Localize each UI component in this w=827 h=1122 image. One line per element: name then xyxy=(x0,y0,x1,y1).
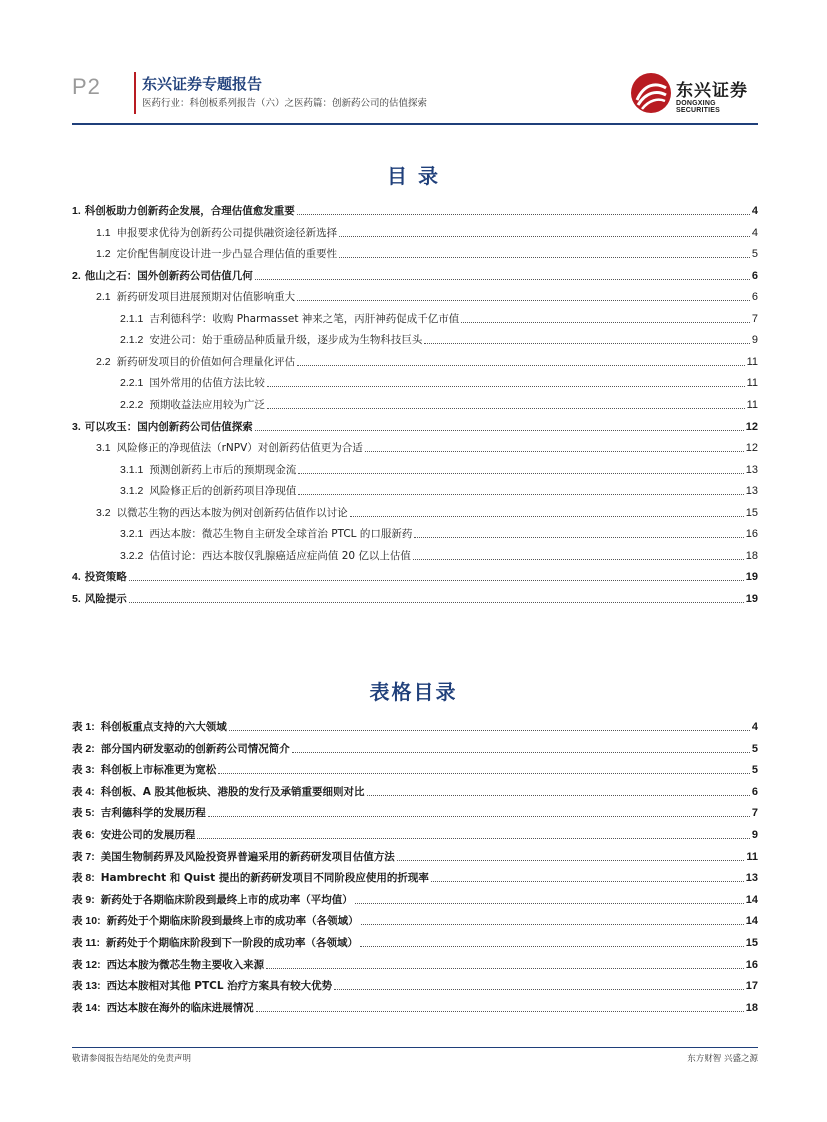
table-entry-text: 新药处于个期临床阶段到下一阶段的成功率（各领域） xyxy=(106,937,359,949)
toc-entry[interactable] xyxy=(120,476,758,498)
toc-entry-page: 16 xyxy=(745,528,758,541)
table-entry-number: 表 6: xyxy=(72,829,95,841)
table-entry-text: 科创板、A 股其他板块、港股的发行及承销重要细则对比 xyxy=(100,785,365,798)
table-entry-page: 6 xyxy=(751,785,758,798)
table-leader-dots xyxy=(266,967,744,969)
toc-entry-number: 2.2 xyxy=(96,355,111,368)
toc-entry-number: 3.1.2 xyxy=(120,485,144,498)
table-entry-page: 14 xyxy=(745,915,758,928)
toc-entry-page: 9 xyxy=(751,334,758,347)
toc-entry[interactable] xyxy=(96,498,758,520)
toc-entry[interactable] xyxy=(72,562,758,584)
toc-entry-text: 定价配售制度设计进一步凸显合理估值的重要性 xyxy=(116,248,338,261)
toc-entry-text: 预期收益法应用较为广泛 xyxy=(149,398,265,411)
table-toc-entry[interactable] xyxy=(72,906,758,928)
toc-entry-text: 西达本胺：微芯生物自主研发全球首治 PTCL 的口服新药 xyxy=(149,528,413,541)
table-toc-entry[interactable] xyxy=(72,798,758,820)
table-toc-entry[interactable] xyxy=(72,950,758,972)
table-entry-page: 17 xyxy=(745,980,758,993)
toc-entry-text: 投资策略 xyxy=(84,571,127,584)
toc-leader-dots xyxy=(297,213,750,215)
toc-entry[interactable] xyxy=(72,412,758,434)
table-toc-entry[interactable] xyxy=(72,863,758,885)
table-entry-page: 5 xyxy=(751,764,758,777)
table-leader-dots xyxy=(292,751,750,753)
toc-entry-page: 12 xyxy=(745,420,758,433)
toc-entry-number: 3.2.1 xyxy=(120,528,144,541)
toc-entry-page: 11 xyxy=(746,355,758,368)
table-entry-text: 西达本胺相对其他 PTCL 治疗方案具有较大优势 xyxy=(106,980,333,993)
table-entry-page: 4 xyxy=(751,721,758,733)
toc-entry-number: 5. xyxy=(72,592,81,605)
toc-entry-number: 2.1.1 xyxy=(120,312,144,325)
toc-entry-text: 可以攻玉：国内创新药公司估值探索 xyxy=(84,420,253,433)
table-entry-number: 表 8: xyxy=(72,872,95,885)
toc-entry-number: 3.2 xyxy=(96,506,111,519)
table-leader-dots xyxy=(218,772,750,774)
toc-leader-dots xyxy=(424,342,750,344)
table-leader-dots xyxy=(367,794,750,796)
logo-chinese-name: 东兴证券 xyxy=(676,81,748,101)
toc-entry-number: 4. xyxy=(72,571,81,584)
logo-mark-icon xyxy=(630,72,672,114)
toc-entry[interactable] xyxy=(120,455,758,477)
table-toc-entry[interactable] xyxy=(72,777,758,799)
toc-entry-number: 2. xyxy=(72,269,81,282)
toc-entry-number: 3. xyxy=(72,420,81,433)
table-entry-text: 安进公司的发展历程 xyxy=(100,829,196,841)
table-entry-page: 7 xyxy=(751,807,758,820)
table-entry-number: 表 3: xyxy=(72,764,95,777)
toc-entry-page: 19 xyxy=(745,571,758,584)
toc-entry[interactable] xyxy=(72,261,758,283)
table-toc-entry[interactable] xyxy=(72,993,758,1015)
table-entry-number: 表 5: xyxy=(72,807,95,820)
toc-entry[interactable] xyxy=(120,541,758,563)
page-header xyxy=(0,0,827,130)
toc-entry-text: 风险修正的净现值法（rNPV）对创新药估值更为合适 xyxy=(116,442,363,455)
table-leader-dots xyxy=(197,837,750,839)
toc-leader-dots xyxy=(129,579,744,581)
table-leader-dots xyxy=(208,815,750,817)
table-entry-number: 表 12: xyxy=(72,958,101,971)
table-leader-dots xyxy=(355,902,744,904)
toc-leader-dots xyxy=(365,450,744,452)
toc-entry-page: 6 xyxy=(751,269,758,282)
header-divider xyxy=(134,72,136,114)
table-entry-number: 表 10: xyxy=(72,915,101,928)
toc-entry-text: 他山之石：国外创新药公司估值几何 xyxy=(84,269,253,282)
toc-entry-number: 1.2 xyxy=(96,248,111,261)
toc-entry-text: 新药研发项目的价值如何合理量化评估 xyxy=(116,355,296,368)
table-entry-page: 13 xyxy=(745,872,758,885)
toc-entry-text: 吉利德科学：收购 Pharmasset 神来之笔，丙肝神药促成千亿市值 xyxy=(149,312,460,325)
toc-entry-text: 新药研发项目进展预期对估值影响重大 xyxy=(116,291,296,304)
table-entry-number: 表 11: xyxy=(72,937,101,949)
table-entry-page: 9 xyxy=(751,829,758,841)
table-toc-title: 表格目录 xyxy=(369,680,458,704)
toc-entry[interactable] xyxy=(72,196,758,218)
table-entry-number: 表 7: xyxy=(72,850,95,863)
table-entry-number: 表 4: xyxy=(72,785,95,798)
table-toc-entry[interactable] xyxy=(72,971,758,993)
table-entry-page: 16 xyxy=(745,958,758,971)
toc-title: 目 录 xyxy=(387,164,440,188)
page-number: P2 xyxy=(72,74,101,99)
table-entry-text: 部分国内研发驱动的创新药公司情况简介 xyxy=(100,742,290,755)
table-entry-number: 表 14: xyxy=(72,1001,101,1014)
toc-entry-number: 1. xyxy=(72,205,81,217)
toc-entry-page: 13 xyxy=(745,463,758,476)
report-title: 东兴证券专题报告 xyxy=(142,75,263,93)
toc-leader-dots xyxy=(339,235,750,237)
table-entry-text: 西达本胺在海外的临床进展情况 xyxy=(106,1001,254,1014)
footer-slogan: 东方财智 兴盛之源 xyxy=(687,1054,758,1064)
toc-entry[interactable] xyxy=(96,282,758,304)
toc-entry-text: 国外常用的估值方法比较 xyxy=(149,377,265,390)
table-toc-entry[interactable] xyxy=(72,842,758,864)
toc-leader-dots xyxy=(297,299,750,301)
table-entry-text: 科创板重点支持的六大领域 xyxy=(100,721,227,733)
header-rule xyxy=(72,123,758,125)
toc-entry-text: 预测创新药上市后的预期现金流 xyxy=(149,463,297,476)
toc-entry-page: 18 xyxy=(745,549,758,562)
table-toc-entry[interactable] xyxy=(72,755,758,777)
toc-entry[interactable] xyxy=(96,347,758,369)
toc-entry-text: 估值讨论：西达本胺仅乳腺癌适应症尚值 20 亿以上估值 xyxy=(149,549,411,562)
toc-entry-number: 3.1 xyxy=(96,442,111,455)
logo-english-name: DONGXING SECURITIES xyxy=(676,100,721,114)
toc-entry-text: 科创板助力创新药企发展，合理估值愈发重要 xyxy=(84,205,295,217)
toc-entry[interactable] xyxy=(120,304,758,326)
toc-entry-number: 3.1.1 xyxy=(120,463,144,476)
table-entry-number: 表 1: xyxy=(72,721,95,733)
report-subtitle: 医药行业：科创板系列报告（六）之医药篇：创新药公司的估值探索 xyxy=(142,98,428,109)
toc-entry-text: 以微芯生物的西达本胺为例对创新药估值作以讨论 xyxy=(116,506,348,519)
table-leader-dots xyxy=(334,988,744,990)
toc-entry-page: 12 xyxy=(745,442,758,455)
toc-entry-number: 1.1 xyxy=(96,226,111,239)
toc-entry-number: 2.2.1 xyxy=(120,377,144,390)
table-entry-text: 新药处于个期临床阶段到最终上市的成功率（各领域） xyxy=(106,915,359,928)
company-logo xyxy=(630,70,758,116)
toc-entry[interactable] xyxy=(120,368,758,390)
table-entry-number: 表 13: xyxy=(72,980,101,993)
toc-entry-text: 申报要求优待为创新药公司提供融资途径新选择 xyxy=(116,226,338,239)
toc-entry-page: 15 xyxy=(745,506,758,519)
toc-entry-number: 3.2.2 xyxy=(120,549,144,562)
table-entry-page: 18 xyxy=(745,1001,758,1014)
toc-entry-number: 2.2.2 xyxy=(120,398,144,411)
table-entry-number: 表 2: xyxy=(72,742,95,755)
table-entry-text: 科创板上市标准更为宽松 xyxy=(100,764,217,777)
toc-leader-dots xyxy=(267,407,745,409)
toc-entry-page: 4 xyxy=(751,226,758,239)
toc-entry-number: 2.1 xyxy=(96,291,111,304)
table-leader-dots xyxy=(256,1010,744,1012)
toc-leader-dots xyxy=(298,493,743,495)
table-entry-text: 西达本胺为微芯生物主要收入来源 xyxy=(106,958,265,971)
toc-leader-dots xyxy=(129,601,744,603)
table-toc-entry[interactable] xyxy=(72,820,758,842)
toc-entry[interactable] xyxy=(120,519,758,541)
table-toc-entry[interactable] xyxy=(72,734,758,756)
table-entry-text: 吉利德科学的发展历程 xyxy=(100,807,206,820)
toc-leader-dots xyxy=(339,256,750,258)
toc-leader-dots xyxy=(297,364,744,366)
toc-leader-dots xyxy=(414,536,743,538)
toc-entry[interactable] xyxy=(96,218,758,240)
table-leader-dots xyxy=(360,945,744,947)
toc-entry[interactable] xyxy=(120,390,758,412)
table-entry-page: 14 xyxy=(745,893,758,906)
toc-entry-page: 11 xyxy=(746,398,758,411)
toc-entry-page: 5 xyxy=(751,248,758,261)
toc-entry-page: 4 xyxy=(751,205,758,217)
table-leader-dots xyxy=(397,859,745,861)
toc-entry[interactable] xyxy=(96,433,758,455)
toc-leader-dots xyxy=(350,515,744,517)
toc-entry-page: 13 xyxy=(745,485,758,498)
table-entry-text: 美国生物制药界及风险投资界普遍采用的新药研发项目估值方法 xyxy=(100,850,395,863)
toc-leader-dots xyxy=(298,472,743,474)
table-entry-number: 表 9: xyxy=(72,893,95,906)
toc-entry-text: 安进公司：始于重磅品种质量升级，逐步成为生物科技巨头 xyxy=(149,334,423,347)
disclaimer-note: 敬请参阅报告结尾处的免责声明 xyxy=(72,1054,192,1064)
table-toc-entry[interactable] xyxy=(72,712,758,734)
table-leader-dots xyxy=(361,923,744,925)
toc-entry-page: 7 xyxy=(751,312,758,325)
toc-entry-page: 6 xyxy=(751,291,758,304)
table-entry-text: Hambrecht 和 Quist 提出的新药研发项目不同阶段应使用的折现率 xyxy=(100,872,429,885)
table-leader-dots xyxy=(229,729,750,731)
toc-leader-dots xyxy=(255,429,744,431)
toc-entry-page: 19 xyxy=(745,592,758,605)
table-toc-entry[interactable] xyxy=(72,928,758,950)
footer-rule xyxy=(72,1047,758,1048)
toc-entry[interactable] xyxy=(120,325,758,347)
toc-leader-dots xyxy=(267,385,745,387)
table-entry-page: 11 xyxy=(746,850,758,863)
toc-leader-dots xyxy=(255,278,750,280)
toc-entry[interactable] xyxy=(72,584,758,606)
toc-entry-text: 风险修正后的创新药项目净现值 xyxy=(149,485,297,498)
table-entry-text: 新药处于各期临床阶段到最终上市的成功率（平均值） xyxy=(100,893,353,906)
toc-leader-dots xyxy=(413,558,744,560)
toc-entry-page: 11 xyxy=(746,377,758,390)
toc-leader-dots xyxy=(461,321,750,323)
toc-entry[interactable] xyxy=(96,239,758,261)
table-entry-page: 5 xyxy=(751,742,758,755)
table-entry-page: 15 xyxy=(745,937,758,949)
table-toc-entry[interactable] xyxy=(72,885,758,907)
toc-entry-text: 风险提示 xyxy=(84,592,127,605)
toc-entry-number: 2.1.2 xyxy=(120,334,144,347)
table-leader-dots xyxy=(431,880,744,882)
